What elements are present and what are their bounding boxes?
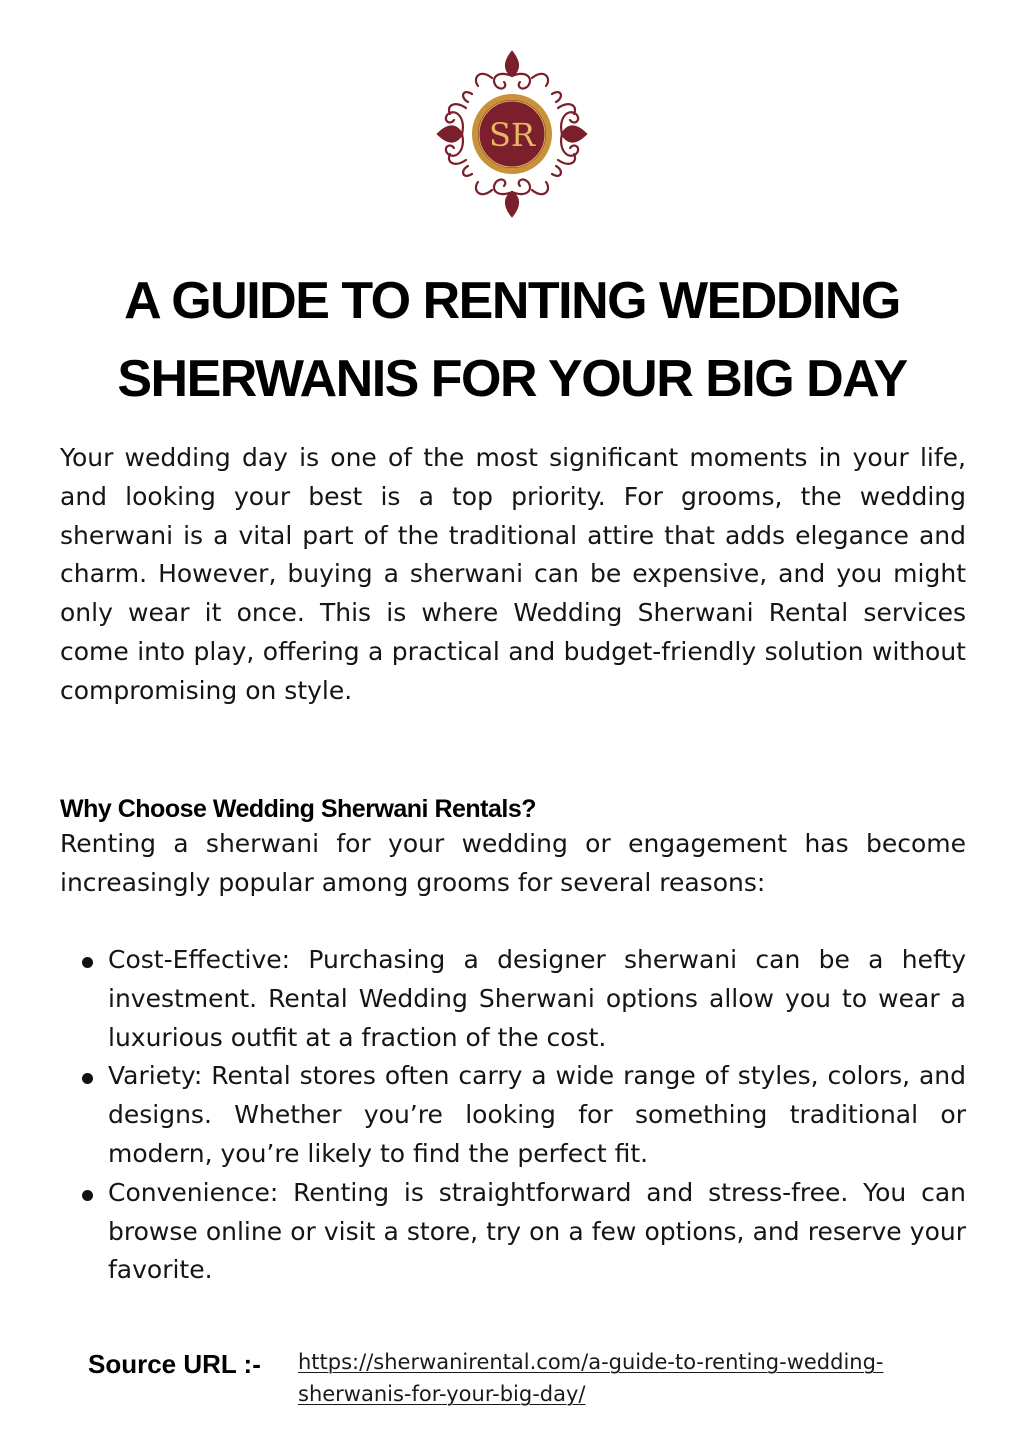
- list-item-text: Variety: Rental stores often carry a wide range of styles, colors, and designs. Whether you’re looking for something traditional or modern, you’re likely to find the perfect fit.: [108, 1061, 966, 1168]
- bullet-icon: [82, 1190, 93, 1201]
- page-title: A GUIDE TO RENTING WEDDING SHERWANIS FOR YOUR BIG DAY: [117, 272, 907, 408]
- source-label: Source URL :-: [88, 1349, 261, 1379]
- list-item-text: Convenience: Renting is straightforward and stress-free. You can browse online or visit a store, try on a few options, and reserve your favorite.: [108, 1177, 966, 1285]
- section-intro-paragraph: Renting a sherwani for your wedding or engagement has become increasingly popular among grooms for several reasons:: [60, 829, 966, 897]
- list-item: [60, 941, 966, 1057]
- section-heading: Why Choose Wedding Sherwani Rentals?: [60, 795, 537, 823]
- bullet-icon: [82, 1073, 93, 1084]
- source-link[interactable]: https://sherwanirental.com/a-guide-to-renting-wedding-sherwanis-for-your-big-day/: [298, 1350, 884, 1406]
- sr-logo: [432, 48, 592, 220]
- list-item: [60, 1057, 966, 1173]
- sr-logo-emblem: [432, 48, 592, 220]
- sr-logo-monogram: SR: [488, 116, 536, 154]
- list-item-text: Cost-Effective: Purchasing a designer sherwani can be a hefty investment. Rental Wedding Sherwani options allow you to wear a luxurious outfit at a fraction of the cost.: [108, 945, 966, 1052]
- reasons-list: [60, 941, 966, 1290]
- bullet-icon: [82, 957, 93, 968]
- list-item: [60, 1174, 966, 1290]
- intro-paragraph: Your wedding day is one of the most significant moments in your life, and looking your best is a top priority. For grooms, the wedding sherwani is a vital part of the traditional attire that adds elegance and charm. However, buying a sherwani can be expensive, and you might only wear it once. This is where Wedding Sherwani Rental services come into play, offering a practical and budget-friendly solution without compromising on style.: [60, 443, 966, 705]
